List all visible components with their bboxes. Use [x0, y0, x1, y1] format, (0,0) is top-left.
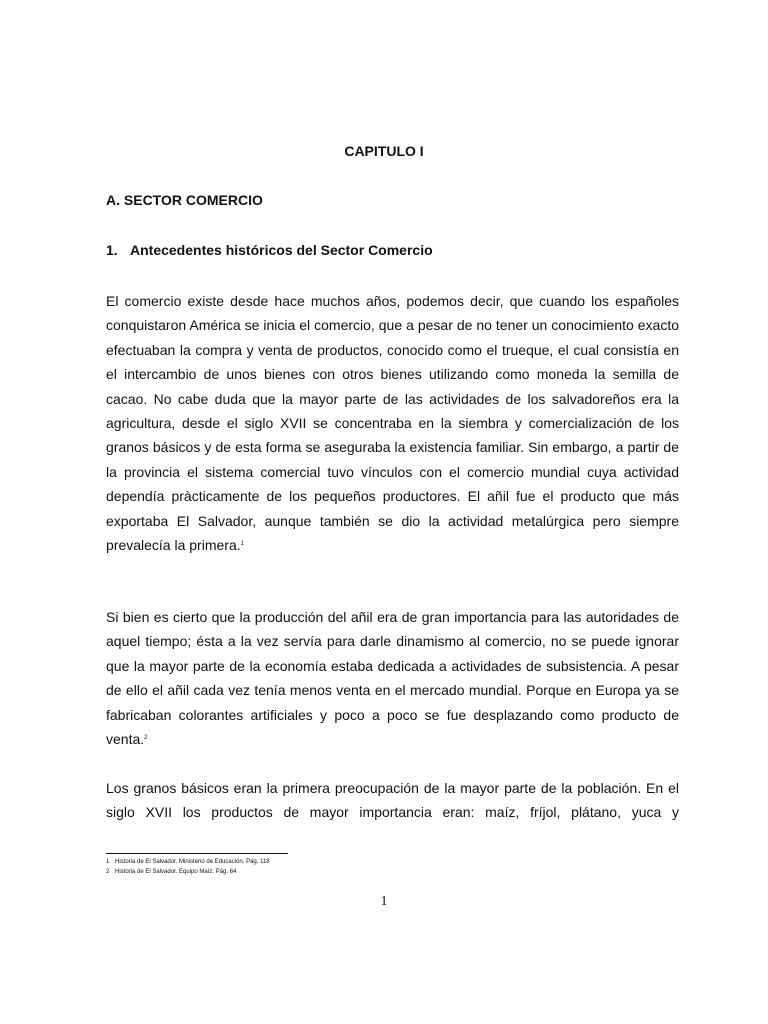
section-title: A. SECTOR COMERCIO: [106, 192, 263, 208]
footnote-text: Historia de El Salvador. Equipo Maíz. Pág. 64: [115, 869, 237, 875]
footnote-divider: [106, 853, 288, 854]
paragraph-text: Los granos básicos eran la primera preocupación de la mayor parte de la población. En el siglo XVII los productos de mayor importancia eran: maíz, fríjol, plátano, yuca y: [106, 780, 679, 821]
footnote-text: Historia de El Salvador. Ministerio de Educación. Pág. 118: [115, 859, 270, 865]
body-paragraph: [106, 776, 679, 825]
subsection-title: Antecedentes históricos del Sector Comercio: [130, 242, 433, 258]
chapter-title: CAPITULO I: [344, 143, 424, 159]
body-paragraph: [106, 289, 679, 557]
subsection-heading: [106, 242, 433, 258]
paragraph-text: El comercio existe desde hace muchos años, podemos decir, que cuando los españoles conquistaron América se inicia el comercio, que a pesar de no tener un conocimiento exacto efectuaban la compra y venta de productos, conocido como el trueque, el cual consistía en el intercambio de unos bienes con otros bienes utilizando como moneda la semilla de cacao. No cabe duda que la mayor parte de las actividades de los salvadoreños era la agricultura, desde el siglo XVII se concentraba en la siembra y comercialización de los granos básicos y de esta forma se aseguraba la existencia familiar. Sin embargo, a partir de la provincia el sistema comercial tuvo vínculos con el comercio mundial cuya actividad dependía pràcticamente de los pequeños productores. El añil fue el producto que más exportaba El Salvador, aunque también se dio la actividad metalúrgica pero siempre prevalecía la primera.: [106, 293, 679, 554]
page-number: 1: [380, 894, 388, 909]
footnote-item: [106, 857, 270, 867]
paragraph-text: Si bien es cierto que la producción del añil era de gran importancia para las autoridades de aquel tiempo; ésta a la vez servía para darle dinamismo al comercio, no se puede ignorar que la mayor parte de la economía estaba dedicada a actividades de subsistencia. A pesar de ello el añil cada vez tenía menos venta en el mercado mundial. Porque en Europa ya se fabricaban colorantes artificiales y poco a poco se fue desplazando como producto de venta.: [106, 609, 679, 748]
footnote-reference[interactable]: 2: [144, 735, 148, 742]
subsection-number: 1.: [106, 242, 118, 258]
footnote-number: 1: [106, 859, 110, 865]
body-paragraph: [106, 605, 679, 751]
footnote-item: [106, 867, 270, 877]
footnote-number: 2: [106, 869, 110, 875]
footnote-list: [106, 857, 270, 877]
footnote-reference[interactable]: 1: [240, 541, 244, 548]
